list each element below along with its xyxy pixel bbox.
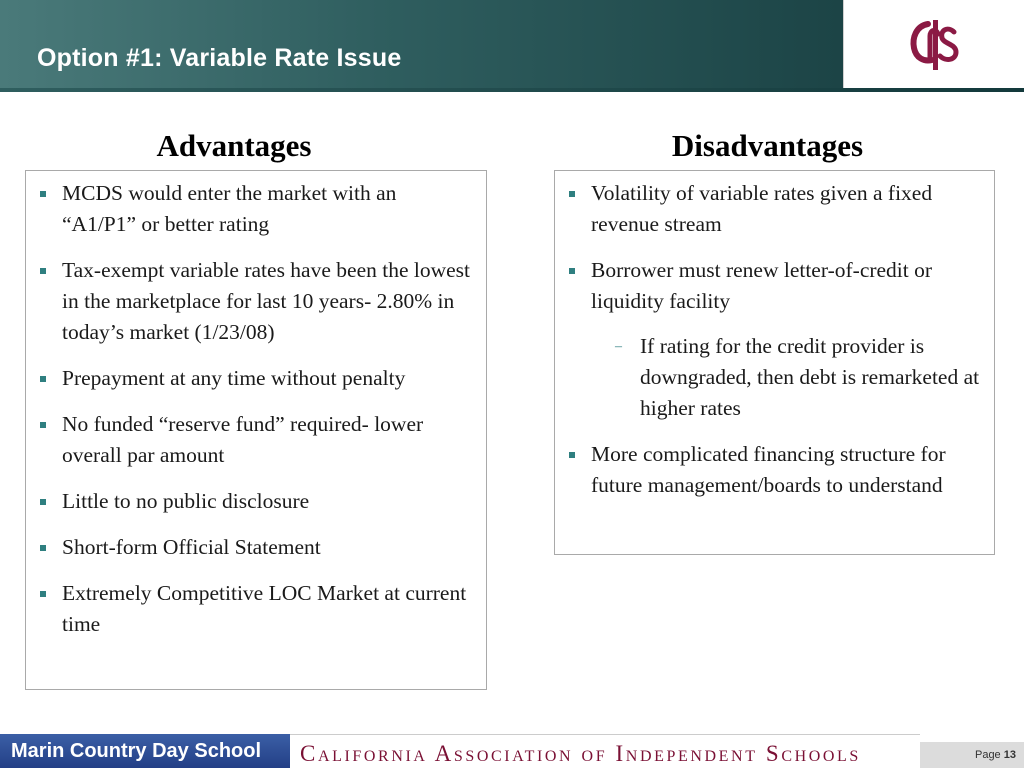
logo-panel xyxy=(843,0,1024,88)
bullet-square-icon xyxy=(40,499,46,505)
advantages-list xyxy=(26,171,486,640)
association-name: California Association of Independent Schools xyxy=(290,734,920,768)
bullet-square-icon xyxy=(40,545,46,551)
list-item-text: Volatility of variable rates given a fixed revenue stream xyxy=(591,181,933,236)
list-item xyxy=(36,409,474,471)
list-item xyxy=(565,439,982,501)
bullet-square-icon xyxy=(40,591,46,597)
sub-list-item xyxy=(565,331,982,424)
list-item-text: Borrower must renew letter-of-credit or liquidity facility xyxy=(591,258,933,313)
list-item xyxy=(36,363,474,394)
list-item xyxy=(36,532,474,563)
list-item-text: More complicated financing structure for future management/boards to understand xyxy=(591,442,946,497)
list-item-text: No funded “reserve fund” required- lower overall par amount xyxy=(62,412,424,467)
list-item xyxy=(36,578,474,640)
footer-bar xyxy=(0,734,1024,768)
bullet-square-icon xyxy=(40,268,46,274)
bullet-square-icon xyxy=(569,191,575,197)
list-item xyxy=(36,178,474,240)
list-item-text: Short-form Official Statement xyxy=(62,535,321,559)
list-item xyxy=(565,255,982,317)
advantages-heading: Advantages xyxy=(156,128,312,163)
list-item-text: MCDS would enter the market with an “A1/P1” or better rating xyxy=(62,181,397,236)
school-name: Marin Country Day School xyxy=(0,734,290,768)
bullet-square-icon xyxy=(40,422,46,428)
list-item-text: Prepayment at any time without penalty xyxy=(62,366,406,390)
sub-list-item-text: If rating for the credit provider is downgraded, then debt is remarketed at higher rates xyxy=(640,334,980,420)
slide-title: Option #1: Variable Rate Issue xyxy=(37,44,402,72)
bullet-square-icon xyxy=(40,376,46,382)
dash-bullet-icon: – xyxy=(615,339,622,354)
list-item-text: Tax-exempt variable rates have been the lowest in the marketplace for last 10 years- 2.80% in today’s market (1/23/08) xyxy=(62,258,471,344)
disadvantages-list xyxy=(555,171,994,501)
title-underline xyxy=(0,88,1024,92)
list-item xyxy=(565,178,982,240)
list-item-text: Extremely Competitive LOC Market at current time xyxy=(62,581,467,636)
page-indicator xyxy=(920,742,1024,768)
list-item-text: Little to no public disclosure xyxy=(62,489,310,513)
page-number: 13 xyxy=(1003,749,1016,761)
list-item xyxy=(36,486,474,517)
bullet-square-icon xyxy=(40,191,46,197)
page-label: Page xyxy=(974,749,1001,761)
disadvantages-box xyxy=(554,170,995,555)
advantages-box xyxy=(25,170,487,690)
disadvantages-heading: Disadvantages xyxy=(671,128,864,163)
title-bar xyxy=(0,0,843,88)
cais-logo xyxy=(906,14,962,74)
bullet-square-icon xyxy=(569,268,575,274)
bullet-square-icon xyxy=(569,452,575,458)
list-item xyxy=(36,255,474,348)
